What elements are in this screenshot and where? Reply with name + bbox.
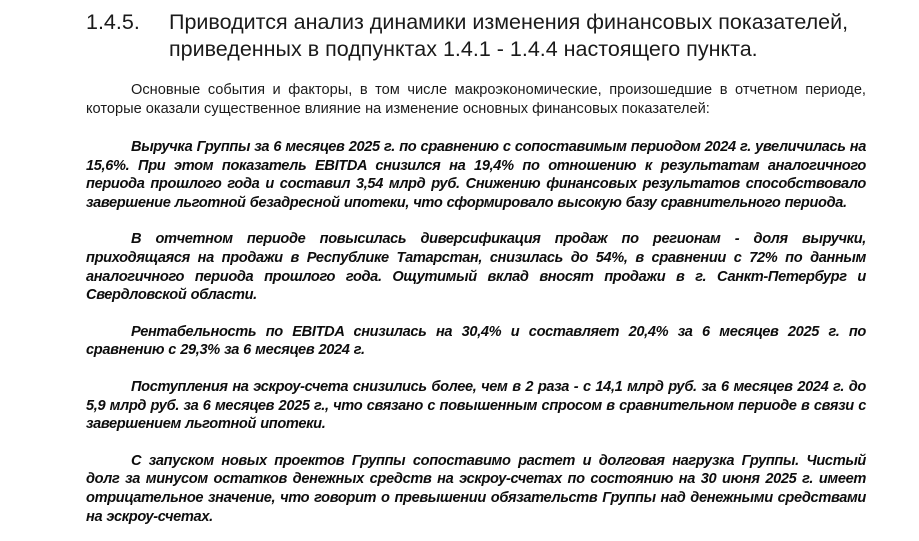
paragraph-escrow-inflows: Поступления на эскроу-счета снизились более, чем в 2 раза - с 14,1 млрд руб. за 6 месяцев 2024 г. до 5,9 млрд руб. за 6 месяцев 2025 г., что связано с повышенным спросом в сравнительном периоде в связи с завершением льготной ипотеки.: [86, 378, 866, 433]
paragraph-revenue-ebitda: Выручка Группы за 6 месяцев 2025 г. по сравнению с сопоставимым периодом 2024 г. увеличилась на 15,6%. При этом показатель EBITDA снизился на 19,4% по отношению к результатам аналогичного периода прошлого года и составил 3,54 млрд руб. Снижению финансовых результатов способствовало завершение льготной безадресной ипотеки, что сформировало высокую базу сравнительного периода.: [86, 139, 866, 211]
section-heading: [86, 9, 866, 63]
document-page: [86, 0, 866, 541]
section-title: Приводится анализ динамики изменения финансовых показателей, приведенных в подпунктах 1.4.1 - 1.4.4 настоящего пункта.: [169, 10, 849, 61]
paragraph-net-debt: С запуском новых проектов Группы сопоставимо растет и долговая нагрузка Группы. Чистый долг за минусом остатков денежных средств на эскроу-счетах по состоянию на 30 июня 2025 г. имеет отрицательное значение, что говорит о превышении обязательств Группы над денежными средствами на эскроу-счетах.: [86, 452, 866, 525]
intro-paragraph: Основные события и факторы, в том числе макроэкономические, произошедшие в отчетном периоде, которые оказали существенное влияние на изменение основных финансовых показателей:: [86, 82, 866, 117]
section-number: 1.4.5.: [86, 10, 140, 34]
paragraph-ebitda-margin: Рентабельность по EBITDA снизилась на 30,4% и составляет 20,4% за 6 месяцев 2025 г. по сравнению с 29,3% за 6 месяцев 2024 г.: [86, 323, 866, 359]
paragraph-regional-diversification: В отчетном периоде повысилась диверсификация продаж по регионам - доля выручки, приходящаяся на продажи в Республике Татарстан, снизилась до 54%, в сравнении с 72% по данным аналогичного периода прошлого года. Ощутимый вклад вносят продажи в г. Санкт-Петербург и Свердловской области.: [86, 231, 866, 304]
